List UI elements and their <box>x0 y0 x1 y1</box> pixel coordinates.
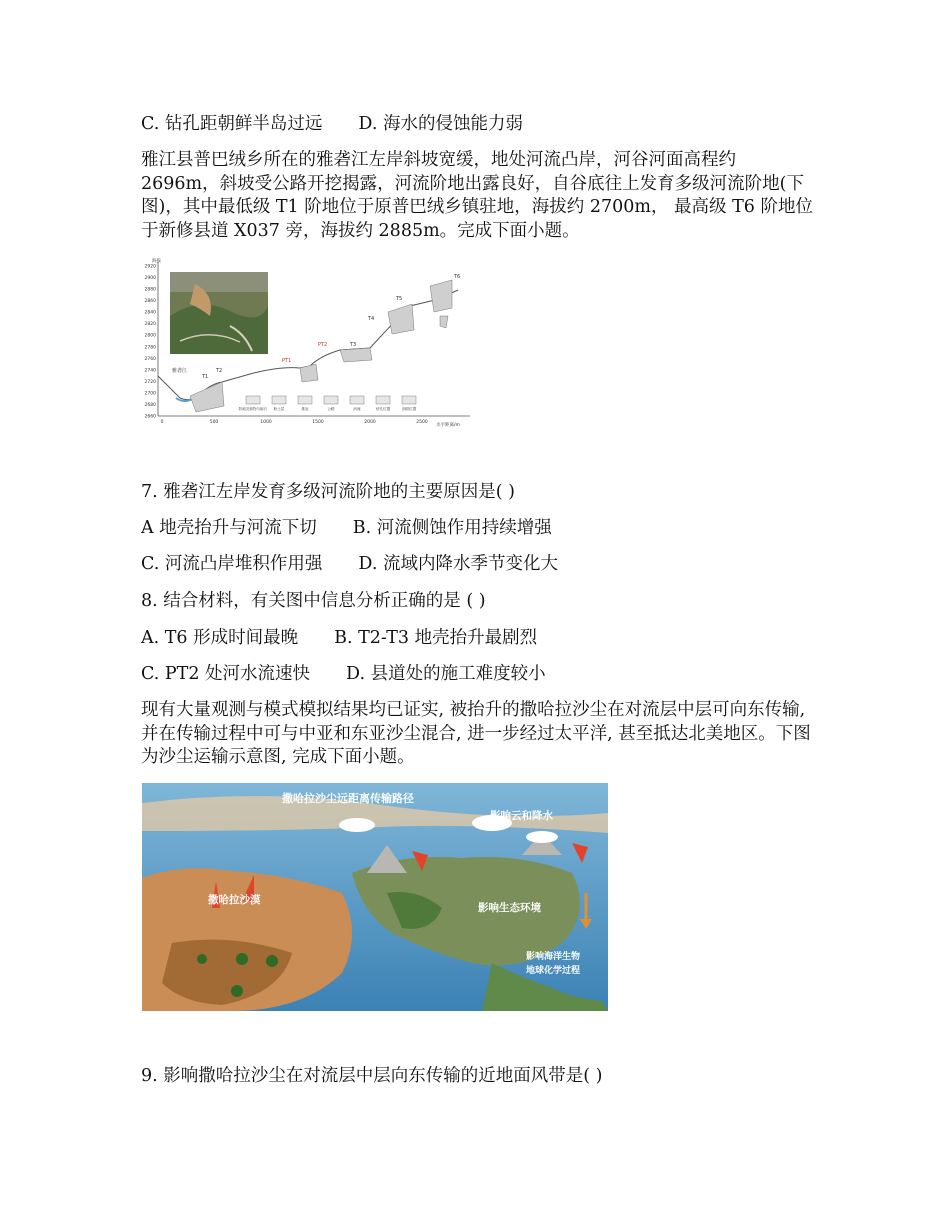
q8-stem: 8. 结合材料，有关图中信息分析正确的是 ( ) <box>141 591 486 611</box>
photo-inset <box>170 272 268 354</box>
legend-swatch <box>402 396 416 404</box>
x-tick-label: 1000 <box>260 420 272 425</box>
q7-option-b[interactable]: B. 河流侧蚀作用持续增强 <box>352 518 552 538</box>
legend-swatch <box>324 396 338 404</box>
dust-transport-figure <box>142 783 608 1011</box>
q8-option-b[interactable]: B. T2-T3 地壳抬升最剧烈 <box>334 628 538 648</box>
terrace-label-t3: T3 <box>350 342 357 348</box>
q7-options-cd <box>141 552 558 576</box>
river-label: 雅砻江 <box>172 368 188 374</box>
legend-label: 钻孔位置 <box>375 407 391 411</box>
y-tick-label: 2860 <box>144 299 156 305</box>
terrace-label-t2: T2 <box>216 368 223 374</box>
label-ocean-bio: 影响海洋生物 <box>526 952 581 962</box>
q7-options-ab <box>141 516 552 540</box>
q7-option-a[interactable]: A 地壳抬升与河流下切 <box>141 518 317 538</box>
legend-swatch <box>298 396 312 404</box>
q7-stem: 7. 雅砻江左岸发育多级河流阶地的主要原因是( ) <box>141 482 515 502</box>
y-tick-label: 2780 <box>144 345 156 351</box>
q8-option-c[interactable]: C. PT2 处河水流速快 <box>141 664 311 684</box>
q8-options-cd <box>141 662 546 686</box>
q7-option-d[interactable]: D. 流域内降水季节变化大 <box>358 554 558 574</box>
q6-option-c: C. 钻孔距朝鲜半岛过远 <box>141 114 323 134</box>
q6-options-cd <box>141 112 523 136</box>
label-cloud-precip: 影响云和降水 <box>490 810 553 822</box>
legend-label: 剖面位置 <box>401 407 417 411</box>
y-axis-unit: 海拔 <box>152 259 161 264</box>
passage-dust: 现有大量观测与模式模拟结果均已证实, 被抬升的撒哈拉沙尘在对流层中层可向东传输, 并在传输过程中可与中亚和东亚沙尘混合, 进一步经过太平洋, 甚至抵达北美地区。下图为沙尘运输示意图, 完成下面小题。 <box>141 700 811 767</box>
y-tick-label: 2900 <box>144 276 156 282</box>
legend-label: 公路 <box>327 407 335 411</box>
label-sahara: 撒哈拉沙漠 <box>208 894 261 906</box>
q8-options-ab <box>141 626 537 650</box>
y-tick-label: 2680 <box>144 402 156 408</box>
figure-title: 撒哈拉沙尘远距离传输路径 <box>282 792 414 805</box>
q8-option-d[interactable]: D. 县道处的施工难度较小 <box>346 664 546 684</box>
q7-option-c[interactable]: C. 河流凸岸堆积作用强 <box>141 554 323 574</box>
legend-swatch <box>246 396 260 404</box>
terrace-label-t1: T1 <box>202 374 209 380</box>
legend-label: 粉土层 <box>273 407 285 411</box>
x-tick-label: 2500 <box>416 420 428 425</box>
terrace-label-t6: T6 <box>454 274 461 280</box>
terrace-label-pt1: PT1 <box>282 358 292 364</box>
terrace-profile-figure <box>140 256 472 428</box>
y-tick-label: 2720 <box>144 379 156 385</box>
legend-swatch <box>272 396 286 404</box>
legend-swatch <box>376 396 390 404</box>
label-ecology: 影响生态环境 <box>478 902 541 914</box>
terrace-label-pt2: PT2 <box>318 342 328 348</box>
y-tick-label: 2840 <box>144 310 156 316</box>
q8-option-a[interactable]: A. T6 形成时间最晚 <box>141 628 299 648</box>
y-tick-label: 2660 <box>144 414 156 420</box>
y-tick-label: 2800 <box>144 333 156 339</box>
y-tick-label: 2920 <box>144 264 156 270</box>
legend-swatch <box>350 396 364 404</box>
q9-stem: 9. 影响撒哈拉沙尘在对流层中层向东传输的近地面风带是( ) <box>141 1066 603 1086</box>
label-geochem: 地球化学过程 <box>526 966 581 976</box>
x-axis-unit: 水平距离/m <box>436 423 460 428</box>
y-tick-label: 2820 <box>144 322 156 328</box>
y-tick-label: 2740 <box>144 368 156 374</box>
q6-option-d: D. 海水的侵蚀能力弱 <box>358 114 523 134</box>
y-tick-label: 2700 <box>144 391 156 397</box>
terrace-label-t4: T4 <box>368 316 375 322</box>
x-tick-label: 1500 <box>312 420 324 425</box>
x-tick-label: 2000 <box>364 420 376 425</box>
legend-label: 河流 <box>353 407 361 411</box>
y-tick-label: 2760 <box>144 356 156 362</box>
x-tick-label: 0 <box>160 420 164 425</box>
passage-terraces: 雅江县普巴绒乡所在的雅砻江左岸斜坡宽缓，地处河流凸岸，河谷河面高程约 2696m，斜坡受公路开挖揭露，河流阶地出露良好，自谷底往上发育多级河流阶地(下图)，其中最低级 T1 阶地位于原普巴绒乡镇驻地，海拔约 2700m， 最高级 T6 阶地位于新修县道 X037 旁，海拔约 2885m。完成下面小题。 <box>141 150 813 241</box>
legend-label: 阶地沉积物与砾石 <box>238 407 268 411</box>
legend-label: 基岩 <box>301 407 309 411</box>
y-tick-label: 2880 <box>144 287 156 293</box>
x-tick-label: 500 <box>209 420 219 425</box>
terrace-label-t5: T5 <box>396 296 403 302</box>
